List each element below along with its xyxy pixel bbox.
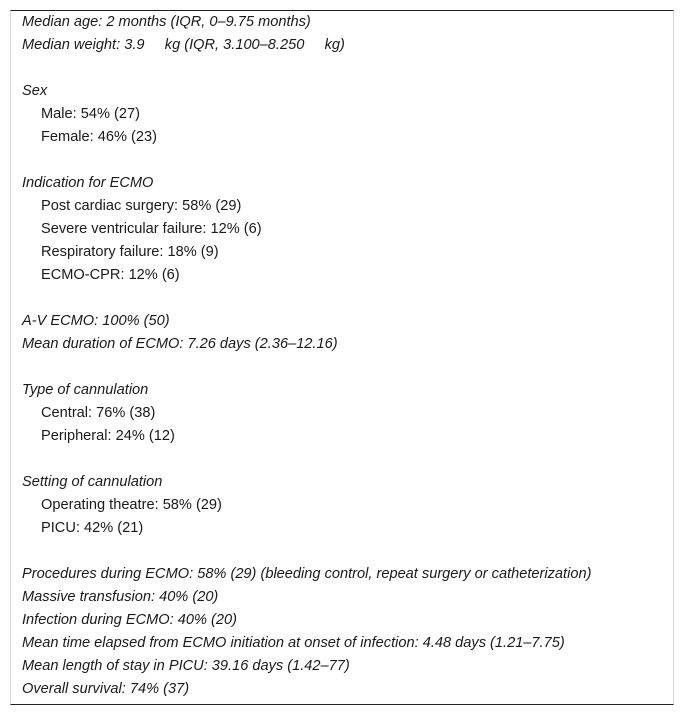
mean-time-infection-line: Mean time elapsed from ECMO initiation at onset of infection: 4.48 days (1.21–7.75) [22,635,565,651]
spacer [22,540,669,563]
female-line: Female: 46% (23) [41,129,157,145]
spacer [22,149,669,172]
indication-heading: Indication for ECMO [22,175,154,191]
characteristics-table [10,10,674,705]
spacer [22,448,669,471]
overall-survival-line: Overall survival: 74% (37) [22,681,190,697]
median-weight-line: Median weight: 3.9 kg (IQR, 3.100–8.250 kg) [22,37,345,53]
procedures-line: Procedures during ECMO: 58% (29) (bleeding control, repeat surgery or catheterization) [22,566,592,582]
ecmo-cpr-line: ECMO-CPR: 12% (6) [41,267,180,283]
peripheral-line: Peripheral: 24% (12) [41,428,175,444]
mean-duration-line: Mean duration of ECMO: 7.26 days (2.36–12.16) [22,336,338,352]
picu-line: PICU: 42% (21) [41,520,144,536]
spacer [22,287,669,310]
infection-line: Infection during ECMO: 40% (20) [22,612,237,628]
male-line: Male: 54% (27) [41,106,140,122]
severe-ventricular-line: Severe ventricular failure: 12% (6) [41,221,262,237]
median-age-line: Median age: 2 months (IQR, 0–9.75 months) [22,14,311,30]
central-line: Central: 76% (38) [41,405,156,421]
table-content [22,11,669,701]
sex-heading: Sex [22,83,48,99]
cannulation-setting-heading: Setting of cannulation [22,474,163,490]
operating-theatre-line: Operating theatre: 58% (29) [41,497,222,513]
post-cardiac-line: Post cardiac surgery: 58% (29) [41,198,242,214]
respiratory-failure-line: Respiratory failure: 18% (9) [41,244,219,260]
cannulation-type-heading: Type of cannulation [22,382,149,398]
spacer [22,57,669,80]
massive-transfusion-line: Massive transfusion: 40% (20) [22,589,219,605]
mean-stay-line: Mean length of stay in PICU: 39.16 days (1.42–77) [22,658,350,674]
av-ecmo-line: A-V ECMO: 100% (50) [22,313,170,329]
spacer [22,356,669,379]
